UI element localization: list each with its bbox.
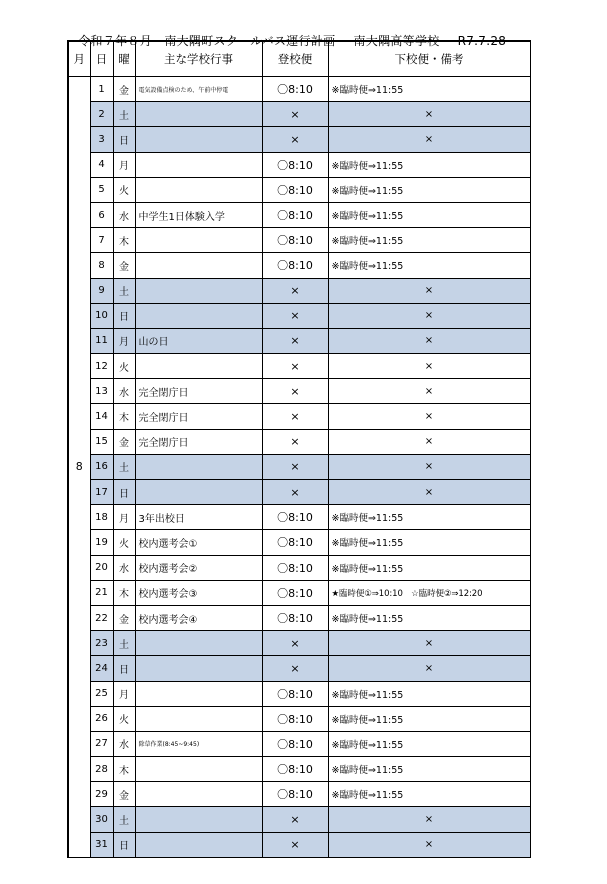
schedule-body	[68, 77, 530, 858]
col-weekday: 曜	[113, 41, 135, 77]
day-cell: 16	[90, 454, 113, 479]
day-cell: 25	[90, 681, 113, 706]
from-school-cell: ※臨時便⇒11:55	[328, 202, 530, 227]
from-school-cell: ※臨時便⇒11:55	[328, 782, 530, 807]
table-row	[68, 429, 530, 454]
day-cell: 5	[90, 177, 113, 202]
event-cell: 校内選考会①	[135, 530, 262, 555]
event-cell	[135, 354, 262, 379]
from-school-cell: ×	[328, 656, 530, 681]
day-cell: 12	[90, 354, 113, 379]
day-cell: 10	[90, 303, 113, 328]
table-row	[68, 480, 530, 505]
weekday-cell: 水	[113, 379, 135, 404]
from-school-cell: ※臨時便⇒11:55	[328, 530, 530, 555]
event-cell: 除草作業(8:45~9:45)	[135, 731, 262, 756]
event-cell	[135, 631, 262, 656]
to-school-cell: ×	[262, 480, 328, 505]
from-school-cell: ×	[328, 379, 530, 404]
table-row	[68, 706, 530, 731]
weekday-cell: 水	[113, 555, 135, 580]
weekday-cell: 木	[113, 757, 135, 782]
school-name: 南大隅高等学校	[353, 34, 440, 48]
to-school-cell: ×	[262, 102, 328, 127]
day-cell: 29	[90, 782, 113, 807]
table-row	[68, 177, 530, 202]
table-row	[68, 656, 530, 681]
day-cell: 7	[90, 228, 113, 253]
table-row	[68, 328, 530, 353]
from-school-cell: ×	[328, 328, 530, 353]
table-row	[68, 832, 530, 857]
event-cell	[135, 656, 262, 681]
to-school-cell: ×	[262, 404, 328, 429]
event-cell	[135, 681, 262, 706]
to-school-cell: ×	[262, 807, 328, 832]
header-row	[68, 41, 530, 77]
event-cell: 3年出校日	[135, 505, 262, 530]
from-school-cell: ×	[328, 102, 530, 127]
event-cell	[135, 127, 262, 152]
from-school-cell: ×	[328, 354, 530, 379]
event-cell	[135, 278, 262, 303]
to-school-cell: 〇8:10	[262, 177, 328, 202]
from-school-cell: ×	[328, 832, 530, 857]
day-cell: 31	[90, 832, 113, 857]
day-cell: 30	[90, 807, 113, 832]
from-school-cell: ×	[328, 429, 530, 454]
to-school-cell: 〇8:10	[262, 228, 328, 253]
day-cell: 1	[90, 77, 113, 102]
weekday-cell: 土	[113, 454, 135, 479]
from-school-cell: ※臨時便⇒11:55	[328, 731, 530, 756]
to-school-cell: 〇8:10	[262, 782, 328, 807]
event-cell	[135, 807, 262, 832]
weekday-cell: 木	[113, 404, 135, 429]
from-school-cell: ※臨時便⇒11:55	[328, 177, 530, 202]
event-cell: 完全閉庁日	[135, 429, 262, 454]
weekday-cell: 土	[113, 807, 135, 832]
weekday-cell: 日	[113, 832, 135, 857]
table-row	[68, 228, 530, 253]
to-school-cell: 〇8:10	[262, 505, 328, 530]
day-cell: 24	[90, 656, 113, 681]
event-cell	[135, 832, 262, 857]
table-row	[68, 102, 530, 127]
from-school-cell: ×	[328, 278, 530, 303]
from-school-cell: ×	[328, 480, 530, 505]
table-row	[68, 303, 530, 328]
to-school-cell: 〇8:10	[262, 681, 328, 706]
weekday-cell: 月	[113, 328, 135, 353]
to-school-cell: ×	[262, 278, 328, 303]
event-cell	[135, 706, 262, 731]
table-row	[68, 731, 530, 756]
from-school-cell: ※臨時便⇒11:55	[328, 681, 530, 706]
from-school-cell: ×	[328, 454, 530, 479]
day-cell: 20	[90, 555, 113, 580]
to-school-cell: ×	[262, 354, 328, 379]
table-row	[68, 354, 530, 379]
event-cell	[135, 253, 262, 278]
from-school-cell: ※臨時便⇒11:55	[328, 152, 530, 177]
to-school-cell: 〇8:10	[262, 706, 328, 731]
to-school-cell: ×	[262, 454, 328, 479]
weekday-cell: 木	[113, 580, 135, 605]
to-school-cell: 〇8:10	[262, 253, 328, 278]
weekday-cell: 火	[113, 530, 135, 555]
table-row	[68, 202, 530, 227]
table-row	[68, 379, 530, 404]
bus-schedule-table	[67, 40, 531, 858]
from-school-cell: ※臨時便⇒11:55	[328, 757, 530, 782]
table-row	[68, 505, 530, 530]
month-cell: 8	[68, 77, 90, 858]
day-cell: 14	[90, 404, 113, 429]
title-text: 令和７年８月 南大隅町スクールバス運行計画	[78, 34, 336, 48]
weekday-cell: 土	[113, 278, 135, 303]
day-cell: 9	[90, 278, 113, 303]
to-school-cell: 〇8:10	[262, 757, 328, 782]
table-row	[68, 631, 530, 656]
table-row	[68, 278, 530, 303]
weekday-cell: 水	[113, 202, 135, 227]
day-cell: 15	[90, 429, 113, 454]
day-cell: 4	[90, 152, 113, 177]
weekday-cell: 火	[113, 354, 135, 379]
from-school-cell: ×	[328, 127, 530, 152]
day-cell: 18	[90, 505, 113, 530]
table-row	[68, 404, 530, 429]
day-cell: 21	[90, 580, 113, 605]
event-cell	[135, 228, 262, 253]
table-row	[68, 757, 530, 782]
col-day: 日	[90, 41, 113, 77]
to-school-cell: ×	[262, 127, 328, 152]
col-to-school: 登校便	[262, 41, 328, 77]
from-school-cell: ※臨時便⇒11:55	[328, 706, 530, 731]
table-row	[68, 807, 530, 832]
col-event: 主な学校行事	[135, 41, 262, 77]
day-cell: 27	[90, 731, 113, 756]
event-cell: 山の日	[135, 328, 262, 353]
event-cell	[135, 177, 262, 202]
weekday-cell: 土	[113, 102, 135, 127]
weekday-cell: 木	[113, 228, 135, 253]
weekday-cell: 土	[113, 631, 135, 656]
weekday-cell: 金	[113, 253, 135, 278]
from-school-cell: ×	[328, 303, 530, 328]
from-school-cell: ※臨時便⇒11:55	[328, 228, 530, 253]
from-school-cell: ×	[328, 631, 530, 656]
to-school-cell: 〇8:10	[262, 555, 328, 580]
from-school-cell: ※臨時便⇒11:55	[328, 605, 530, 630]
event-cell	[135, 782, 262, 807]
day-cell: 11	[90, 328, 113, 353]
weekday-cell: 月	[113, 681, 135, 706]
to-school-cell: 〇8:10	[262, 731, 328, 756]
from-school-cell: ※臨時便⇒11:55	[328, 555, 530, 580]
to-school-cell: 〇8:10	[262, 580, 328, 605]
from-school-cell: ※臨時便⇒11:55	[328, 253, 530, 278]
day-cell: 23	[90, 631, 113, 656]
to-school-cell: ×	[262, 429, 328, 454]
to-school-cell: ×	[262, 631, 328, 656]
day-cell: 17	[90, 480, 113, 505]
weekday-cell: 月	[113, 505, 135, 530]
table-row	[68, 681, 530, 706]
event-cell	[135, 303, 262, 328]
to-school-cell: ×	[262, 328, 328, 353]
table-row	[68, 77, 530, 102]
to-school-cell: 〇8:10	[262, 605, 328, 630]
day-cell: 28	[90, 757, 113, 782]
from-school-cell: ★臨時便①⇒10:10 ☆臨時便②⇒12:20	[328, 580, 530, 605]
from-school-cell: ×	[328, 404, 530, 429]
day-cell: 3	[90, 127, 113, 152]
day-cell: 13	[90, 379, 113, 404]
day-cell: 6	[90, 202, 113, 227]
from-school-cell: ※臨時便⇒11:55	[328, 505, 530, 530]
event-cell: 校内選考会④	[135, 605, 262, 630]
weekday-cell: 火	[113, 177, 135, 202]
to-school-cell: ×	[262, 656, 328, 681]
to-school-cell: 〇8:10	[262, 152, 328, 177]
col-month: 月	[68, 41, 90, 77]
weekday-cell: 月	[113, 152, 135, 177]
from-school-cell: ×	[328, 807, 530, 832]
weekday-cell: 金	[113, 605, 135, 630]
event-cell	[135, 152, 262, 177]
table-row	[68, 555, 530, 580]
to-school-cell: 〇8:10	[262, 530, 328, 555]
weekday-cell: 火	[113, 706, 135, 731]
event-cell: 完全閉庁日	[135, 379, 262, 404]
to-school-cell: ×	[262, 832, 328, 857]
weekday-cell: 日	[113, 127, 135, 152]
weekday-cell: 水	[113, 731, 135, 756]
weekday-cell: 日	[113, 480, 135, 505]
table-row	[68, 127, 530, 152]
event-cell: 完全閉庁日	[135, 404, 262, 429]
to-school-cell: ×	[262, 303, 328, 328]
table-row	[68, 782, 530, 807]
from-school-cell: ※臨時便⇒11:55	[328, 77, 530, 102]
event-cell: 校内選考会②	[135, 555, 262, 580]
table-row	[68, 580, 530, 605]
event-cell	[135, 480, 262, 505]
event-cell	[135, 102, 262, 127]
table-row	[68, 253, 530, 278]
event-cell: 中学生1日体験入学	[135, 202, 262, 227]
day-cell: 2	[90, 102, 113, 127]
day-cell: 19	[90, 530, 113, 555]
event-cell: 電気設備点検のため、午前中停電	[135, 77, 262, 102]
to-school-cell: ×	[262, 379, 328, 404]
table-row	[68, 530, 530, 555]
weekday-cell: 日	[113, 303, 135, 328]
to-school-cell: 〇8:10	[262, 202, 328, 227]
weekday-cell: 金	[113, 77, 135, 102]
table-row	[68, 605, 530, 630]
col-from-school: 下校便・備考	[328, 41, 530, 77]
weekday-cell: 日	[113, 656, 135, 681]
to-school-cell: 〇8:10	[262, 77, 328, 102]
revision-date: R7.7.28	[457, 34, 507, 48]
weekday-cell: 金	[113, 782, 135, 807]
table-row	[68, 454, 530, 479]
day-cell: 26	[90, 706, 113, 731]
event-cell	[135, 757, 262, 782]
day-cell: 8	[90, 253, 113, 278]
day-cell: 22	[90, 605, 113, 630]
event-cell: 校内選考会③	[135, 580, 262, 605]
event-cell	[135, 454, 262, 479]
weekday-cell: 金	[113, 429, 135, 454]
table-row	[68, 152, 530, 177]
